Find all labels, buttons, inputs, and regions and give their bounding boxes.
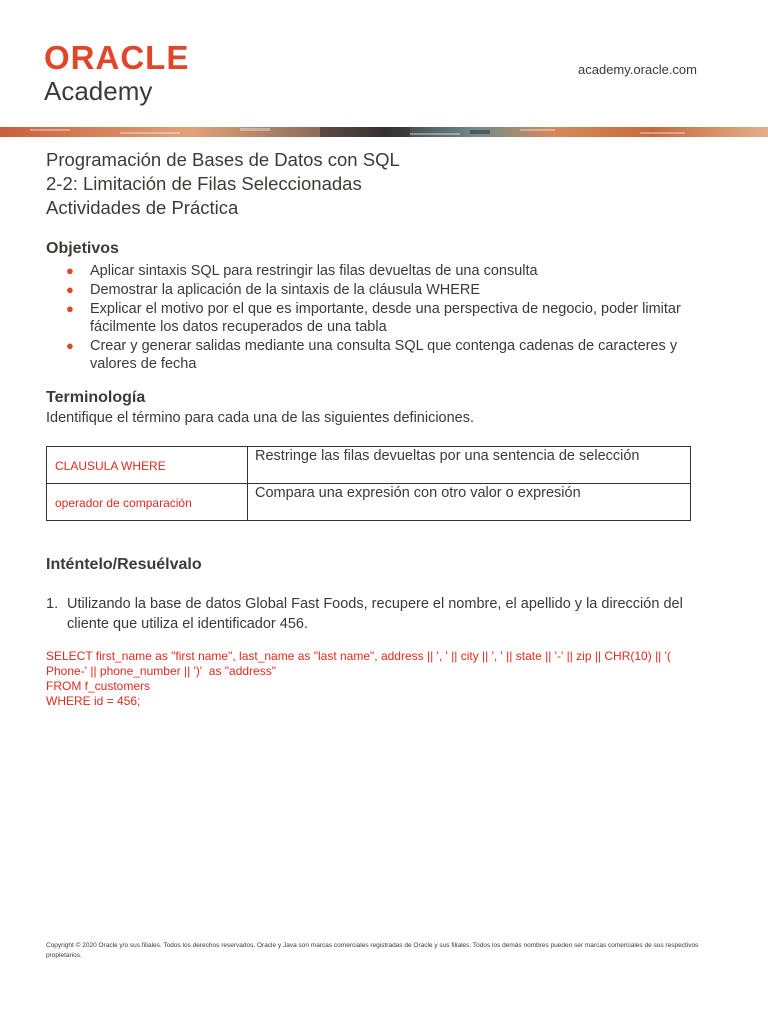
activity-title: Actividades de Práctica — [46, 197, 239, 218]
answer-line: Phone-' || phone_number || ')' as "address" — [46, 664, 276, 678]
question-number: 1. — [46, 596, 59, 612]
decorative-banner — [0, 127, 768, 137]
answer-line: SELECT first_name as "first name", last_name as "last name", address || ', ' || city || ', ' || state || '-' || zip || CHR(10) || '( — [46, 649, 671, 663]
oracle-wordmark: ORACLE — [44, 39, 190, 76]
bullet-icon: ● — [66, 338, 74, 353]
practice-heading: Inténtelo/Resuélvalo — [46, 556, 202, 573]
table-row — [47, 484, 691, 521]
lesson-title: 2-2: Limitación de Filas Seleccionadas — [46, 173, 362, 194]
answer-line: FROM f_customers — [46, 679, 151, 693]
terminology-table — [46, 446, 691, 521]
objectives-list — [46, 262, 726, 374]
bullet-icon: ● — [66, 263, 74, 278]
table-row — [47, 447, 691, 484]
bullet-icon: ● — [66, 282, 74, 297]
course-title: Programación de Bases de Datos con SQL — [46, 149, 400, 170]
term-cell: operador de comparación — [47, 484, 248, 521]
objective-item: ● Explicar el motivo por el que es importante, desde una perspectiva de negocio, poder limitar fácilmente los datos recuperados de una tabla — [66, 301, 681, 335]
bullet-icon: ● — [66, 301, 74, 316]
term-cell: CLAUSULA WHERE — [47, 447, 248, 484]
site-url: academy.oracle.com — [578, 62, 697, 77]
sql-answer — [46, 649, 726, 709]
definition-cell: Restringe las filas devueltas por una sentencia de selección — [248, 447, 691, 484]
copyright-footer: Copyright © 2020 Oracle y/o sus filiales. Todos los derechos reservados. Oracle y Java son marcas comerciales registradas de Oracle y sus filiales. Todos los demás nombres pueden ser marcas comerciales de sus respectivos propietarios. — [46, 942, 699, 959]
academy-wordmark: Academy — [44, 76, 153, 106]
terminology-intro: Identifique el término para cada una de las siguientes definiciones. — [46, 410, 475, 426]
objective-item: ● Crear y generar salidas mediante una consulta SQL que contenga cadenas de caracteres y valores de fecha — [66, 338, 678, 372]
objectives-heading: Objetivos — [46, 240, 119, 257]
document-title — [46, 148, 400, 220]
definition-cell: Compara una expresión con otro valor o expresión — [248, 484, 691, 521]
objective-item: ● Aplicar sintaxis SQL para restringir las filas devueltas de una consulta — [66, 263, 538, 279]
terminology-heading: Terminología — [46, 389, 146, 406]
practice-question — [46, 594, 726, 634]
question-text: Utilizando la base de datos Global Fast Foods, recupere el nombre, el apellido y la dirección del cliente que utiliza el identificador 456. — [67, 596, 683, 632]
answer-line: WHERE id = 456; — [46, 694, 141, 708]
objective-item: ● Demostrar la aplicación de la sintaxis de la cláusula WHERE — [66, 282, 481, 298]
oracle-academy-logo — [44, 40, 189, 106]
